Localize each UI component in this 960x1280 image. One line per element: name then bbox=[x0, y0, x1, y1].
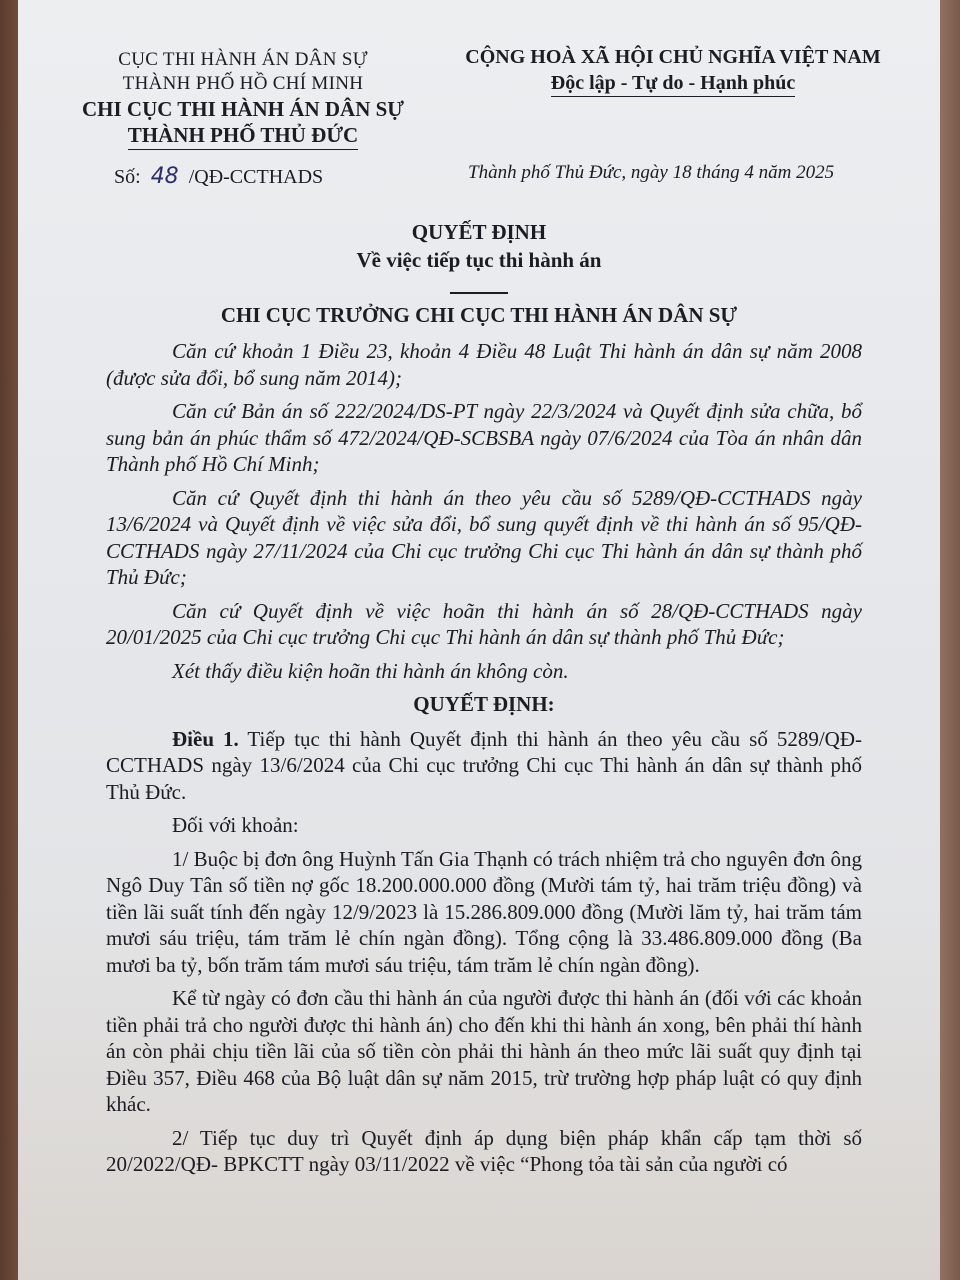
title-divider bbox=[450, 292, 508, 294]
national-motto: Độc lập - Tự do - Hạnh phúc bbox=[551, 70, 795, 97]
issuing-agency-header bbox=[48, 48, 438, 150]
doc-number-prefix: Số: bbox=[114, 166, 141, 188]
title-block bbox=[18, 218, 940, 294]
doc-number-suffix: /QĐ-CCTHADS bbox=[188, 166, 324, 188]
clause-1: 1/ Buộc bị đơn ông Huỳnh Tấn Gia Thạnh có trách nhiệm trả cho nguyên đơn ông Ngô Duy Tân số tiền nợ gốc 18.200.000.000 đồng (Mười tám tỷ, hai trăm triệu đồng) và tiền lãi suất tính đến ngày 12/9/2023 là 15.286.809.000 đồng (Mười lăm tỷ, hai trăm tám mươi sáu triệu, tám trăm lẻ chín ngàn đồng). Tổng cộng là 33.486.809.000 đồng (Ba mươi ba tỷ, bốn trăm tám mươi sáu triệu, tám trăm lẻ chín ngàn đồng). bbox=[106, 846, 862, 977]
doc-number-handwritten: 48 bbox=[150, 164, 179, 189]
ground-1: Căn cứ khoản 1 Điều 23, khoản 4 Điều 48 Luật Thi hành án dân sự năm 2008 (được sửa đổi, bổ sung năm 2014); bbox=[106, 339, 862, 390]
document-title: QUYẾT ĐỊNH bbox=[411, 220, 547, 244]
document-body bbox=[106, 338, 862, 1185]
clause-2: 2/ Tiếp tục duy trì Quyết định áp dụng biện pháp khẩn cấp tạm thời số 20/2022/QĐ- BPKCTT ngày 03/11/2022 về việc “Phong tỏa tài sản của người có bbox=[106, 1125, 862, 1176]
agency-line-3: CHI CỤC THI HÀNH ÁN DÂN SỰ bbox=[81, 97, 405, 121]
national-title: CỘNG HOÀ XÃ HỘI CHỦ NGHĨA VIỆT NAM bbox=[465, 46, 881, 68]
national-header bbox=[438, 44, 908, 97]
interest-clause: Kể từ ngày có đơn cầu thi hành án của người được thi hành án (đối với các khoản tiền phải trả cho người được thi hành án) cho đến khi thi hành án xong, bên phải thí hành án còn phải chịu tiền lãi của số tiền còn phải thi hành án theo mức lãi suất quy định tại Điều 357, Điều 468 của Bộ luật dân sự năm 2015, trừ trường hợp pháp luật có quy định khác. bbox=[106, 986, 862, 1116]
clauses-intro: Đối với khoản: bbox=[172, 813, 299, 837]
authority-heading: CHI CỤC TRƯỞNG CHI CỤC THI HÀNH ÁN DÂN SỰ bbox=[220, 303, 738, 327]
agency-line-1: CỤC THI HÀNH ÁN DÂN SỰ bbox=[118, 49, 368, 70]
ground-5: Xét thấy điều kiện hoãn thi hành án không còn. bbox=[172, 658, 569, 683]
date-line: Thành phố Thủ Đức, ngày 18 tháng 4 năm 2025 bbox=[468, 162, 835, 183]
document-subject: Về việc tiếp tục thi hành án bbox=[356, 248, 602, 272]
document-number bbox=[114, 164, 323, 189]
document-page bbox=[18, 0, 940, 1280]
article-1-label: Điều 1. bbox=[172, 726, 239, 751]
article-1 bbox=[106, 726, 862, 806]
agency-line-2: THÀNH PHỐ HỒ CHÍ MINH bbox=[122, 73, 364, 94]
ground-3: Căn cứ Quyết định thi hành án theo yêu cầu số 5289/QĐ-CCTHADS ngày 13/6/2024 và Quyết định về việc sửa đổi, bổ sung quyết định về thi hành án số 95/QĐ-CCTHADS ngày 27/11/2024 của Chi cục trưởng Chi cục Thi hành án dân sự thành phố Thủ Đức; bbox=[106, 485, 862, 589]
ground-4: Căn cứ Quyết định về việc hoãn thi hành án số 28/QĐ-CCTHADS ngày 20/01/2025 của Chi cục trưởng Chi cục Thi hành án dân sự thành phố Thủ Đức; bbox=[106, 598, 862, 649]
article-1-text: Tiếp tục thi hành Quyết định thi hành án theo yêu cầu số 5289/QĐ-CCTHADS ngày 13/6/2024 của Chi cục trưởng Chi cục Thi hành án dân sự thành phố Thủ Đức. bbox=[106, 726, 862, 804]
decision-heading: QUYẾT ĐỊNH: bbox=[413, 692, 555, 716]
ground-2: Căn cứ Bản án số 222/2024/DS-PT ngày 22/3/2024 và Quyết định sửa chữa, bổ sung bản án phúc thẩm số 472/2024/QĐ-SCBSBA ngày 07/6/2024 của Tòa án nhân dân Thành phố Hồ Chí Minh; bbox=[106, 399, 862, 476]
agency-line-4: THÀNH PHỐ THỦ ĐỨC bbox=[128, 122, 358, 150]
